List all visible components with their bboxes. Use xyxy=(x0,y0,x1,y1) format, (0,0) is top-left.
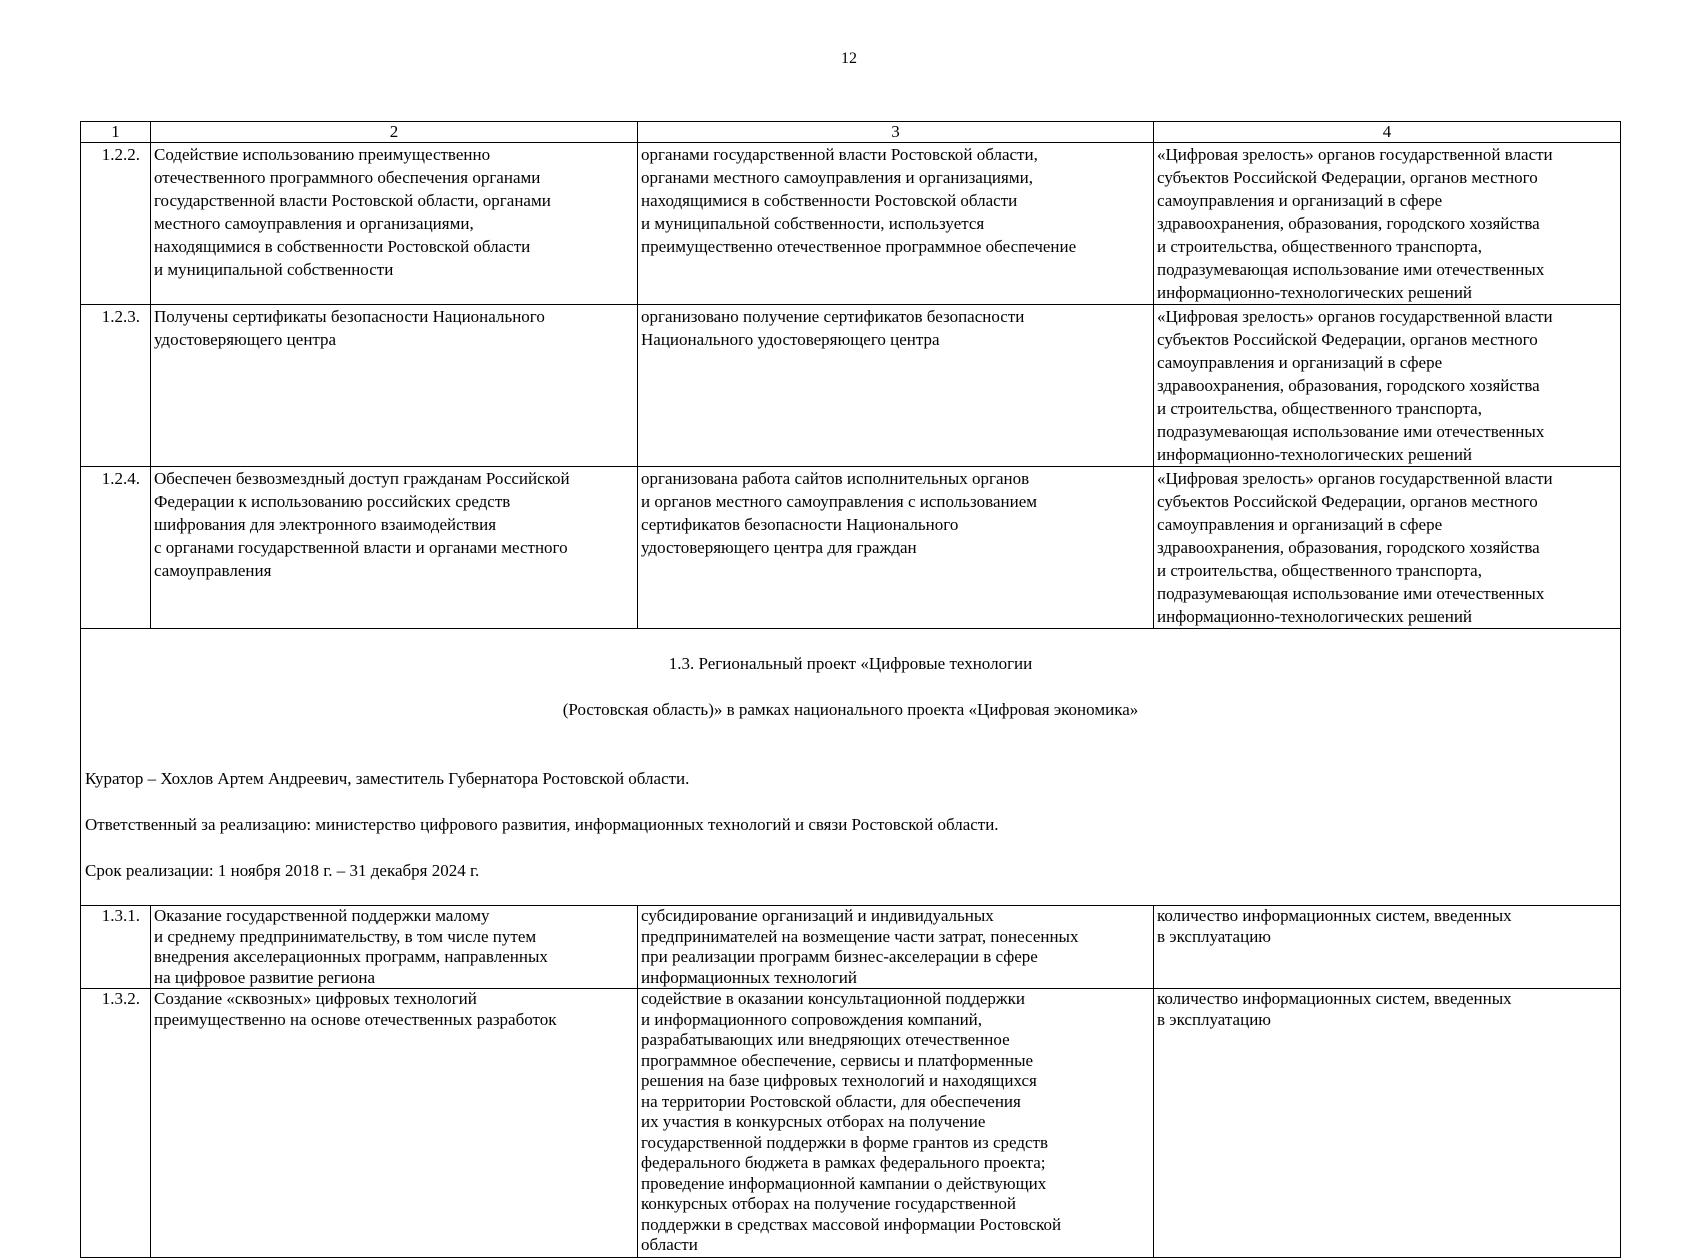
task-cell: Содействие использованию преимущественно отечественного программного обеспечения органами государственной власти Ростовской области, органами местного самоуправления и организациями, находящимися в собственности Ростовской области и муниципальной собственности xyxy=(151,143,638,305)
task-cell: Получены сертификаты безопасности Национального удостоверяющего центра xyxy=(151,305,638,467)
section-term: Срок реализации: 1 ноября 2018 г. – 31 декабря 2024 г. xyxy=(85,861,480,880)
result-cell: субсидирование организаций и индивидуальных предпринимателей на возмещение части затрат, понесенных при реализации программ бизнес-акселерации в сфере информационных технологий xyxy=(638,906,1154,989)
indicator-cell: «Цифровая зрелость» органов государственной власти субъектов Российской Федерации, органов местного самоуправления и организаций в сфере здравоохранения, образования, городского хозяйства и строительства, общественного транспорта, подразумевающая использование ими отечественных информационно-технологических решений xyxy=(1154,467,1621,629)
indicator-cell: количество информационных систем, введенных в эксплуатацию xyxy=(1154,906,1621,989)
column-number-4: 4 xyxy=(1154,122,1621,143)
page-number: 12 xyxy=(841,50,857,67)
row-number: 1.3.1. xyxy=(81,906,151,989)
table-row xyxy=(81,467,1621,629)
column-number-1: 1 xyxy=(81,122,151,143)
task-cell: Создание «сквозных» цифровых технологий преимущественно на основе отечественных разработок xyxy=(151,989,638,1258)
table-row xyxy=(81,989,1621,1258)
row-number: 1.2.4. xyxy=(81,467,151,629)
task-cell: Обеспечен безвозмездный доступ гражданам Российской Федерации к использованию российских средств шифрования для электронного взаимодействия с органами государственной власти и органами местного самоуправления xyxy=(151,467,638,629)
section-title-line-2: (Ростовская область)» в рамках национального проекта «Цифровая экономика» xyxy=(562,700,1139,719)
result-cell: содействие в оказании консультационной поддержки и информационного сопровождения компаний, разрабатывающих или внедряющих отечественное программное обеспечение, сервисы и платформенные решения на базе цифровых технологий и находящихся на территории Ростовской области, для обеспечения их участия в конкурсных отборах на получение государственной поддержки в форме грантов из средств федерального бюджета в рамках федерального проекта; проведение информационной кампании о действующих конкурсных отборах на получение государственной поддержки в средствах массовой информации Ростовской области xyxy=(638,989,1154,1258)
indicator-cell: «Цифровая зрелость» органов государственной власти субъектов Российской Федерации, органов местного самоуправления и организаций в сфере здравоохранения, образования, городского хозяйства и строительства, общественного транспорта, подразумевающая использование ими отечественных информационно-технологических решений xyxy=(1154,305,1621,467)
section-responsible: Ответственный за реализацию: министерство цифрового развития, информационных технологий и связи Ростовской области. xyxy=(85,815,999,834)
result-cell: организована работа сайтов исполнительных органов и органов местного самоуправления с использованием сертификатов безопасности Национального удостоверяющего центра для граждан xyxy=(638,467,1154,629)
row-number: 1.2.3. xyxy=(81,305,151,467)
result-cell: органами государственной власти Ростовской области, органами местного самоуправления и организациями, находящимися в собственности Ростовской области и муниципальной собственности, используется преимущественно отечественное программное обеспечение xyxy=(638,143,1154,305)
indicator-cell: «Цифровая зрелость» органов государственной власти субъектов Российской Федерации, органов местного самоуправления и организаций в сфере здравоохранения, образования, городского хозяйства и строительства, общественного транспорта, подразумевающая использование ими отечественных информационно-технологических решений xyxy=(1154,143,1621,305)
task-cell: Оказание государственной поддержки малому и среднему предпринимательству, в том числе путем внедрения акселерационных программ, направленных на цифровое развитие региона xyxy=(151,906,638,989)
column-number-2: 2 xyxy=(151,122,638,143)
indicator-cell: количество информационных систем, введенных в эксплуатацию xyxy=(1154,989,1621,1258)
column-number-3: 3 xyxy=(638,122,1154,143)
section-header xyxy=(81,629,1621,906)
result-cell: организовано получение сертификатов безопасности Национального удостоверяющего центра xyxy=(638,305,1154,467)
table-row xyxy=(81,906,1621,989)
section-curator: Куратор – Хохлов Артем Андреевич, заместитель Губернатора Ростовской области. xyxy=(85,769,690,788)
table-row xyxy=(81,305,1621,467)
section-title-line-1: 1.3. Региональный проект «Цифровые технологии xyxy=(668,654,1033,673)
table-row xyxy=(81,143,1621,305)
row-number: 1.2.2. xyxy=(81,143,151,305)
plan-table xyxy=(80,121,1621,1258)
row-number: 1.3.2. xyxy=(81,989,151,1258)
section-row xyxy=(81,629,1621,906)
column-number-row xyxy=(81,122,1621,143)
